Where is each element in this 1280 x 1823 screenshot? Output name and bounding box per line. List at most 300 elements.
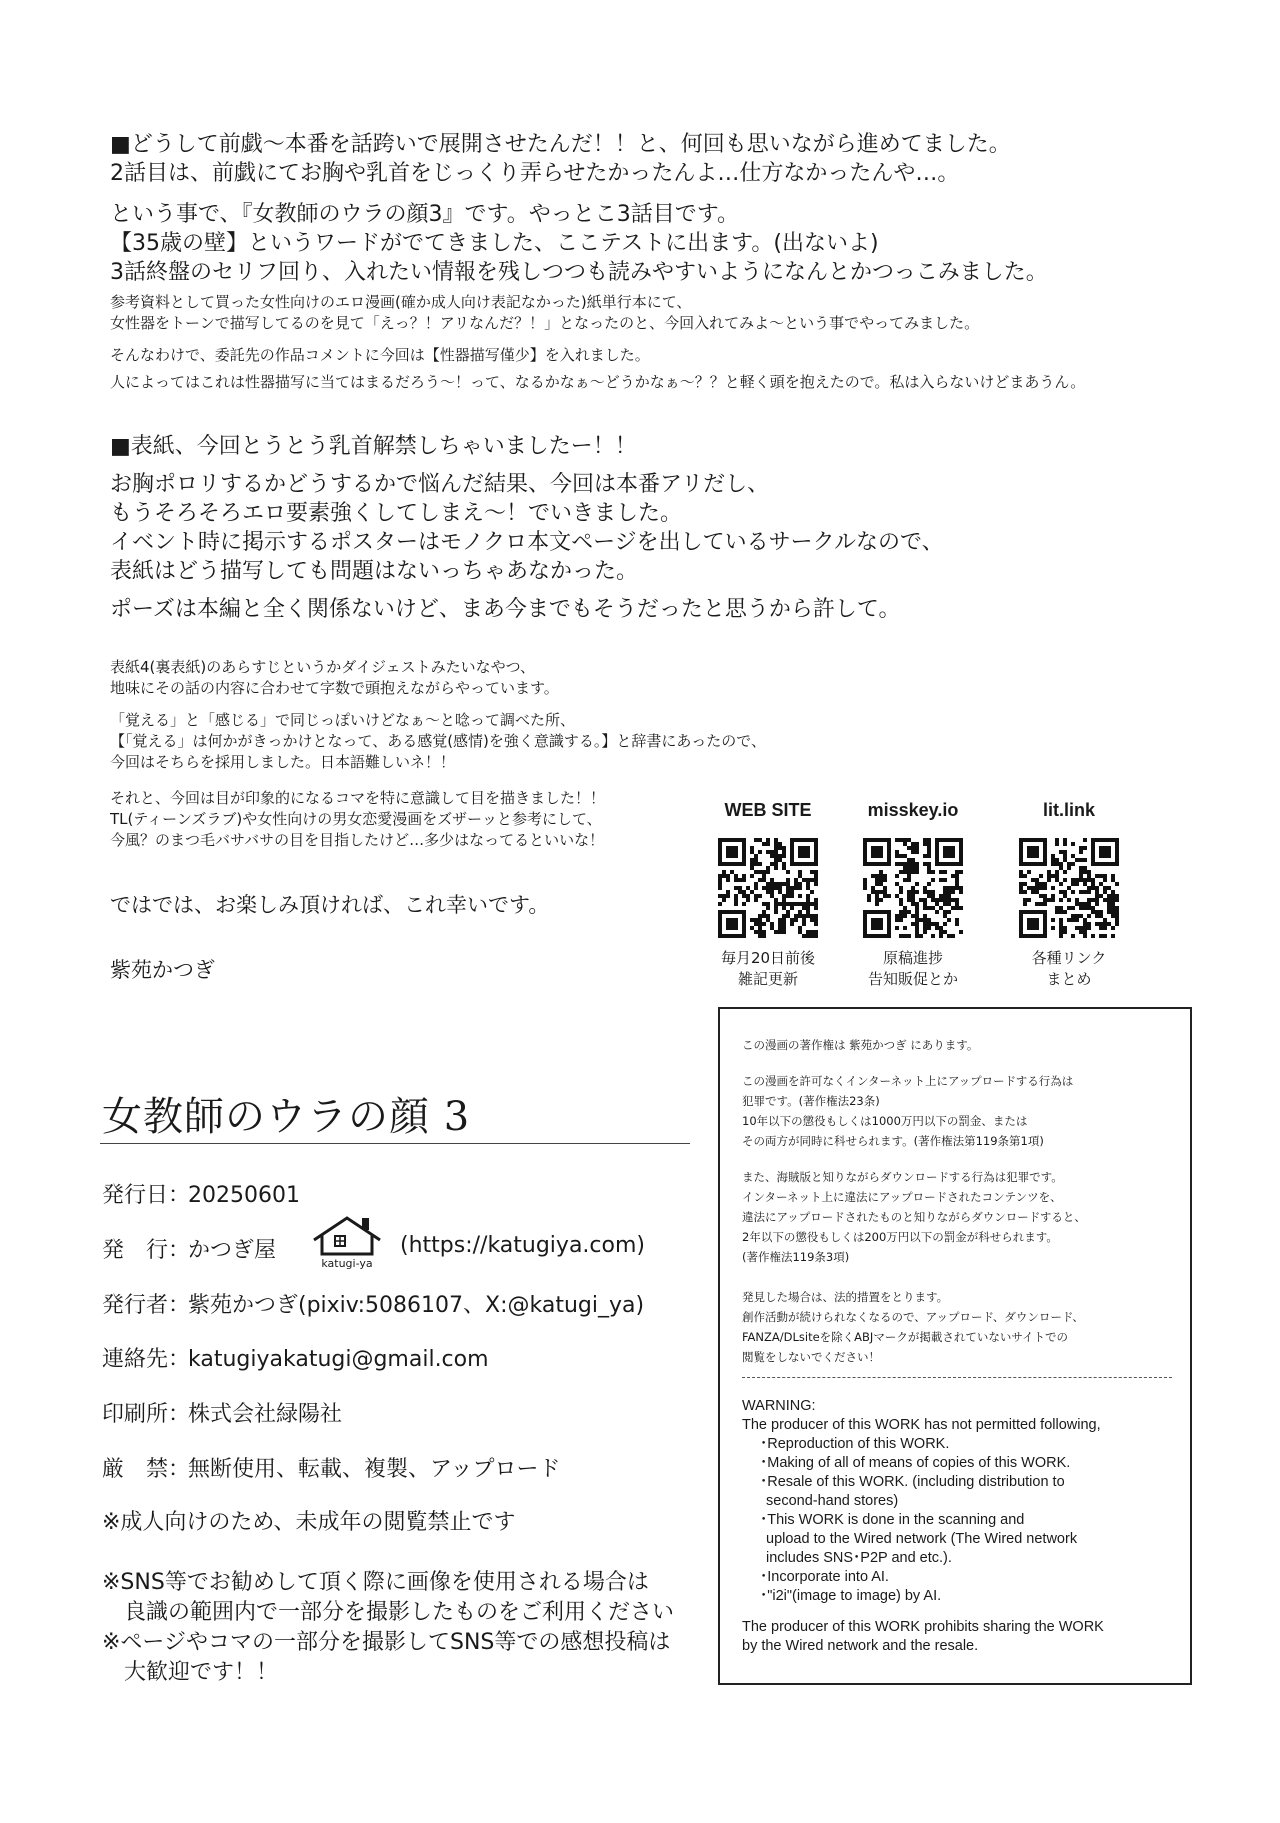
qr-module	[734, 902, 738, 906]
qr-module	[935, 910, 939, 914]
text-line: 表紙4(裏表紙)のあらすじというかダイジェストみたいなやつ、	[110, 658, 536, 676]
warning-item: upload to the Wired network (The Wired network	[766, 1531, 1078, 1547]
qr-module	[786, 910, 790, 914]
qr-website[interactable]	[703, 800, 833, 990]
qr-module	[931, 922, 935, 926]
qr-module	[1059, 866, 1063, 870]
qr-code-icon[interactable]	[718, 838, 818, 938]
qr-module	[1071, 918, 1075, 922]
qr-module	[955, 922, 959, 926]
qr-module	[774, 930, 778, 934]
book-title: 女教師のウラの顔 3	[102, 1094, 471, 1140]
qr-module	[907, 878, 911, 882]
warning-intro: The producer of this WORK has not permitted following,	[742, 1417, 1101, 1433]
text-line: TL(ティーンズラブ)や女性向けの男女恋愛漫画をズザーッと参考にして、	[110, 810, 602, 828]
qr-module	[895, 862, 899, 866]
qr-module	[927, 926, 931, 930]
qr-module	[778, 902, 782, 906]
qr-module	[1051, 898, 1055, 902]
qr-module	[734, 894, 738, 898]
qr-module	[726, 846, 738, 858]
qr-module	[1107, 898, 1111, 902]
qr-module	[718, 874, 722, 878]
qr-module	[1019, 882, 1023, 886]
qr-module	[770, 854, 774, 858]
qr-module	[1071, 914, 1075, 918]
qr-module	[927, 866, 931, 870]
text-line: そんなわけで、委託先の作品コメントに今回は【性器描写僅少】を入れました。	[110, 346, 650, 364]
qr-module	[778, 886, 782, 890]
qr-module	[1091, 934, 1095, 938]
qr-module	[931, 878, 935, 882]
qr-module	[907, 846, 911, 850]
qr-module	[782, 862, 786, 866]
qr-module	[774, 850, 778, 854]
qr-module	[1083, 930, 1087, 934]
qr-module	[1055, 870, 1059, 874]
qr-module	[915, 882, 919, 886]
qr-module	[1087, 886, 1091, 890]
qr-module	[758, 918, 762, 922]
qr-module	[1087, 914, 1091, 918]
text-line: 大歓迎です！！	[102, 1660, 279, 1685]
qr-module	[911, 922, 915, 926]
qr-module	[750, 862, 754, 866]
qr-module	[927, 890, 931, 894]
qr-module	[1047, 874, 1051, 878]
text-line: お胸ポロリするかどうするかで悩んだ結果、今回は本番アリだし、	[110, 472, 770, 497]
qr-label: lit.link	[1042, 800, 1095, 820]
qr-module	[1111, 914, 1115, 918]
qr-module	[742, 878, 746, 882]
qr-module	[742, 874, 746, 878]
qr-module	[927, 906, 931, 910]
qr-module	[726, 878, 730, 882]
qr-module	[899, 902, 903, 906]
qr-module	[923, 854, 927, 858]
qr-module	[802, 906, 806, 910]
qr-module	[907, 862, 911, 866]
colophon-printer	[102, 1397, 342, 1428]
qr-module	[915, 934, 919, 938]
qr-module	[778, 930, 782, 934]
qr-module	[766, 838, 770, 842]
qr-module	[1079, 866, 1083, 870]
qr-module	[955, 886, 959, 890]
qr-module	[1027, 886, 1031, 890]
qr-module	[798, 846, 810, 858]
qr-module	[814, 934, 818, 938]
qr-module	[1099, 910, 1103, 914]
qr-module	[923, 926, 927, 930]
qr-module	[923, 898, 927, 902]
qr-module	[903, 906, 907, 910]
qr-module	[774, 902, 778, 906]
qr-label: misskey.io	[867, 800, 959, 820]
qr-module	[1063, 894, 1067, 898]
qr-module	[766, 870, 770, 874]
qr-module	[911, 886, 915, 890]
afterword-block-7	[110, 470, 944, 586]
qr-module	[1063, 926, 1067, 930]
qr-module	[774, 854, 778, 858]
text-line: 2話目は、前戯にてお胸や乳首をじっくり弄らせたかったんよ…仕方なかったんや…。	[110, 161, 960, 186]
qr-module	[1059, 918, 1063, 922]
qr-module	[955, 906, 959, 910]
qr-module	[1019, 874, 1023, 878]
afterword-block-4	[110, 345, 650, 366]
qr-module	[790, 922, 794, 926]
warning-item: ･Resale of this WORK. (including distribution to	[760, 1474, 1065, 1490]
qr-module	[1059, 890, 1063, 894]
qr-module	[762, 874, 766, 878]
qr-module	[951, 934, 955, 938]
qr-module	[927, 862, 931, 866]
qr-module	[1051, 918, 1055, 922]
qr-module	[794, 914, 798, 918]
qr-module	[778, 890, 782, 894]
qr-module	[786, 902, 790, 906]
qr-module	[923, 918, 927, 922]
qr-module	[786, 886, 790, 890]
qr-module	[1035, 890, 1039, 894]
qr-module	[1059, 926, 1063, 930]
qr-module	[774, 846, 778, 850]
text-line: 3話終盤のセリフ回り、入れたい情報を残しつつも読みやすいようになんとかつっこみました。	[110, 260, 1048, 285]
qr-module	[762, 930, 766, 934]
qr-module	[1111, 910, 1115, 914]
qr-module	[875, 894, 879, 898]
qr-code-icon[interactable]	[863, 838, 963, 938]
text-line: 今回はそちらを採用しました。日本語難しいネ！！	[110, 753, 456, 771]
qr-module	[879, 878, 883, 882]
qr-module	[903, 926, 907, 930]
text-line: もうそろそろエロ要素強くしてしまえ～！でいきました。	[110, 501, 683, 526]
qr-module	[782, 906, 786, 910]
qr-module	[754, 898, 758, 902]
qr-module	[879, 874, 883, 878]
qr-module	[810, 934, 814, 938]
qr-module	[1091, 882, 1095, 886]
qr-module	[1087, 926, 1091, 930]
qr-module	[750, 874, 754, 878]
qr-module	[1059, 882, 1063, 886]
qr-module	[1091, 898, 1095, 902]
qr-module	[1079, 902, 1083, 906]
contact-email[interactable]: katugiyakatugi@gmail.com	[188, 1347, 489, 1372]
qr-module	[794, 886, 798, 890]
qr-module	[935, 902, 939, 906]
qr-module	[1071, 842, 1075, 846]
qr-module	[871, 886, 875, 890]
qr-module	[911, 866, 915, 870]
qr-module	[1083, 906, 1087, 910]
qr-module	[907, 874, 911, 878]
qr-module	[762, 914, 766, 918]
qr-module	[939, 870, 943, 874]
qr-module	[1091, 910, 1095, 914]
qr-module	[931, 890, 935, 894]
qr-module	[722, 870, 726, 874]
qr-module	[1107, 922, 1111, 926]
prohibited-value: 無断使用、転載、複製、アップロード	[188, 1457, 561, 1482]
colophon-date	[102, 1178, 300, 1209]
qr-module	[1055, 862, 1059, 866]
qr-module	[923, 914, 927, 918]
qr-module	[1075, 858, 1079, 862]
qr-module	[1047, 870, 1051, 874]
issuer-value: 紫苑かつぎ(pixiv:5086107、X:@katugi_ya)	[188, 1293, 645, 1318]
qr-module	[814, 906, 818, 910]
qr-module	[911, 914, 915, 918]
text-line: (著作権法119条3項)	[742, 1250, 850, 1264]
qr-module	[903, 854, 907, 858]
qr-module	[1067, 886, 1071, 890]
qr-module	[754, 918, 758, 922]
qr-module	[734, 878, 738, 882]
qr-module	[726, 874, 730, 878]
qr-litlink[interactable]	[1004, 800, 1134, 990]
qr-module	[1083, 866, 1087, 870]
qr-module	[939, 906, 943, 910]
qr-module	[766, 866, 770, 870]
qr-module	[1043, 886, 1047, 890]
qr-module	[1051, 858, 1055, 862]
qr-module	[1023, 882, 1027, 886]
qr-module	[806, 882, 810, 886]
text-line: それと、今回は目が印象的になるコマを特に意識して目を描きました！！	[110, 789, 606, 807]
qr-module	[955, 902, 959, 906]
qr-module	[1019, 870, 1023, 874]
qr-module	[1103, 934, 1107, 938]
qr-module	[951, 898, 955, 902]
qr-module	[951, 874, 955, 878]
qr-module	[1063, 838, 1067, 842]
qr-module	[907, 894, 911, 898]
qr-module	[814, 870, 818, 874]
qr-module	[762, 934, 766, 938]
qr-module	[766, 886, 770, 890]
qr-module	[1083, 934, 1087, 938]
qr-module	[738, 878, 742, 882]
qr-module	[726, 918, 738, 930]
qr-module	[802, 902, 806, 906]
divider	[100, 1143, 690, 1144]
qr-module	[943, 894, 947, 898]
qr-module	[1087, 922, 1091, 926]
qr-module	[1027, 846, 1039, 858]
qr-module	[883, 890, 887, 894]
qr-module	[927, 870, 931, 874]
qr-module	[814, 882, 818, 886]
qr-module	[943, 910, 947, 914]
qr-module	[798, 914, 802, 918]
qr-module	[1051, 926, 1055, 930]
qr-module	[899, 914, 903, 918]
qr-module	[790, 886, 794, 890]
qr-module	[774, 910, 778, 914]
qr-module	[766, 842, 770, 846]
qr-module	[758, 922, 762, 926]
qr-module	[947, 918, 951, 922]
qr-misskey[interactable]	[848, 800, 978, 990]
text-line: という事で、『女教師のウラの顔3』です。やっとこ3話目です。	[110, 202, 740, 227]
qr-module	[718, 894, 722, 898]
qr-module	[1083, 870, 1087, 874]
qr-module	[899, 898, 903, 902]
qr-module	[770, 862, 774, 866]
qr-caption: 毎月20日前後 雑記更新	[720, 949, 816, 988]
qr-label: WEB SITE	[724, 800, 812, 820]
qr-module	[903, 910, 907, 914]
afterword-block-11	[110, 788, 605, 851]
qr-module	[1103, 898, 1107, 902]
qr-module	[758, 926, 762, 930]
publisher-url[interactable]: (https://katugiya.com)	[400, 1233, 645, 1258]
qr-module	[1047, 878, 1051, 882]
closing-text: ではでは、お楽しみ頂ければ、これ幸いです。	[110, 893, 550, 917]
qr-module	[762, 910, 766, 914]
qr-module	[895, 850, 899, 854]
qr-module	[923, 902, 927, 906]
qr-module	[1107, 910, 1111, 914]
qr-module	[786, 914, 790, 918]
qr-module	[955, 882, 959, 886]
qr-module	[774, 842, 778, 846]
qr-module	[782, 882, 786, 886]
text-line: ■どうして前戯～本番を話跨いで展開させたんだ！！と、何回も思いながら進めてました。	[110, 132, 1011, 157]
qr-module	[1043, 902, 1047, 906]
qr-module	[1099, 914, 1103, 918]
qr-module	[1055, 874, 1059, 878]
qr-module	[766, 906, 770, 910]
qr-module	[911, 842, 915, 846]
qr-module	[1039, 886, 1043, 890]
qr-module	[947, 934, 951, 938]
afterword-block-3	[110, 292, 979, 334]
qr-module	[883, 894, 887, 898]
qr-module	[754, 870, 758, 874]
afterword-block-8	[110, 595, 900, 624]
qr-module	[1095, 890, 1099, 894]
qr-module	[786, 894, 790, 898]
qr-module	[1063, 890, 1067, 894]
qr-module	[778, 926, 782, 930]
qr-module	[1103, 926, 1107, 930]
author-signature: 紫苑かつぎ	[110, 958, 215, 982]
qr-module	[1107, 906, 1111, 910]
qr-module	[798, 902, 802, 906]
note-sns	[102, 1568, 674, 1688]
text-line: ※SNS等でお勧めして頂く際に画像を使用される場合は	[102, 1570, 649, 1595]
qr-module	[1059, 930, 1063, 934]
qr-module	[1055, 842, 1059, 846]
qr-module	[754, 930, 758, 934]
qr-module	[758, 914, 762, 918]
qr-module	[1095, 886, 1099, 890]
qr-module	[899, 890, 903, 894]
qr-module	[939, 926, 943, 930]
qr-module	[911, 858, 915, 862]
qr-module	[1079, 850, 1083, 854]
qr-module	[734, 898, 738, 902]
qr-module	[951, 886, 955, 890]
qr-module	[935, 922, 939, 926]
qr-module	[871, 918, 883, 930]
qr-module	[947, 886, 951, 890]
qr-module	[786, 870, 790, 874]
qr-module	[907, 866, 911, 870]
qr-module	[742, 890, 746, 894]
qr-module	[1063, 854, 1067, 858]
warning-section	[742, 1397, 1104, 1656]
qr-module	[943, 914, 947, 918]
qr-module	[746, 886, 750, 890]
text-line: 地味にその話の内容に合わせて字数で頭抱えながらやっています。	[110, 679, 559, 697]
qr-module	[895, 874, 899, 878]
qr-module	[750, 846, 754, 850]
qr-module	[1079, 846, 1083, 850]
qr-module	[943, 902, 947, 906]
qr-module	[1091, 886, 1095, 890]
qr-module	[947, 910, 951, 914]
prohibited-key: 厳 禁：	[102, 1457, 191, 1482]
qr-module	[1087, 874, 1091, 878]
qr-module	[1103, 878, 1107, 882]
text-line: ■表紙、今回とうとう乳首解禁しちゃいましたー！！	[110, 434, 637, 459]
date-key: 発行日：	[102, 1183, 191, 1208]
qr-module	[1083, 858, 1087, 862]
qr-module	[758, 930, 762, 934]
qr-module	[943, 898, 947, 902]
qr-caption: 原稿進捗 告知販促とか	[867, 949, 958, 988]
qr-module	[939, 894, 943, 898]
qr-module	[1099, 934, 1103, 938]
qr-code-icon[interactable]	[1019, 838, 1119, 938]
qr-module	[798, 886, 802, 890]
qr-module	[955, 898, 959, 902]
qr-module	[875, 890, 879, 894]
qr-module	[907, 870, 911, 874]
qr-module	[778, 846, 782, 850]
qr-module	[1075, 898, 1079, 902]
qr-module	[899, 934, 903, 938]
qr-module	[867, 894, 871, 898]
qr-module	[1055, 906, 1059, 910]
qr-module	[887, 894, 891, 898]
qr-module	[722, 898, 726, 902]
qr-module	[798, 910, 802, 914]
qr-module	[814, 918, 818, 922]
qr-module	[1071, 906, 1075, 910]
qr-module	[814, 878, 818, 882]
qr-module	[1075, 902, 1079, 906]
qr-module	[1079, 906, 1083, 910]
qr-module	[1087, 902, 1091, 906]
text-line: 人によってはこれは性器描写に当てはまるだろう～！って、なるかなぁ～どうかなぁ～？？と軽く頭を抱えたので。私は入らないけどまあうん。	[110, 373, 1086, 391]
qr-module	[750, 850, 754, 854]
qr-module	[907, 890, 911, 894]
qr-module	[915, 914, 919, 918]
text-line: 違法にアップロードされたものと知りながらダウンロードすると、	[742, 1210, 1086, 1224]
qr-module	[810, 918, 814, 922]
qr-module	[770, 886, 774, 890]
qr-module	[907, 898, 911, 902]
qr-module	[774, 886, 778, 890]
qr-module	[883, 886, 887, 890]
qr-module	[754, 882, 758, 886]
qr-module	[794, 918, 798, 922]
